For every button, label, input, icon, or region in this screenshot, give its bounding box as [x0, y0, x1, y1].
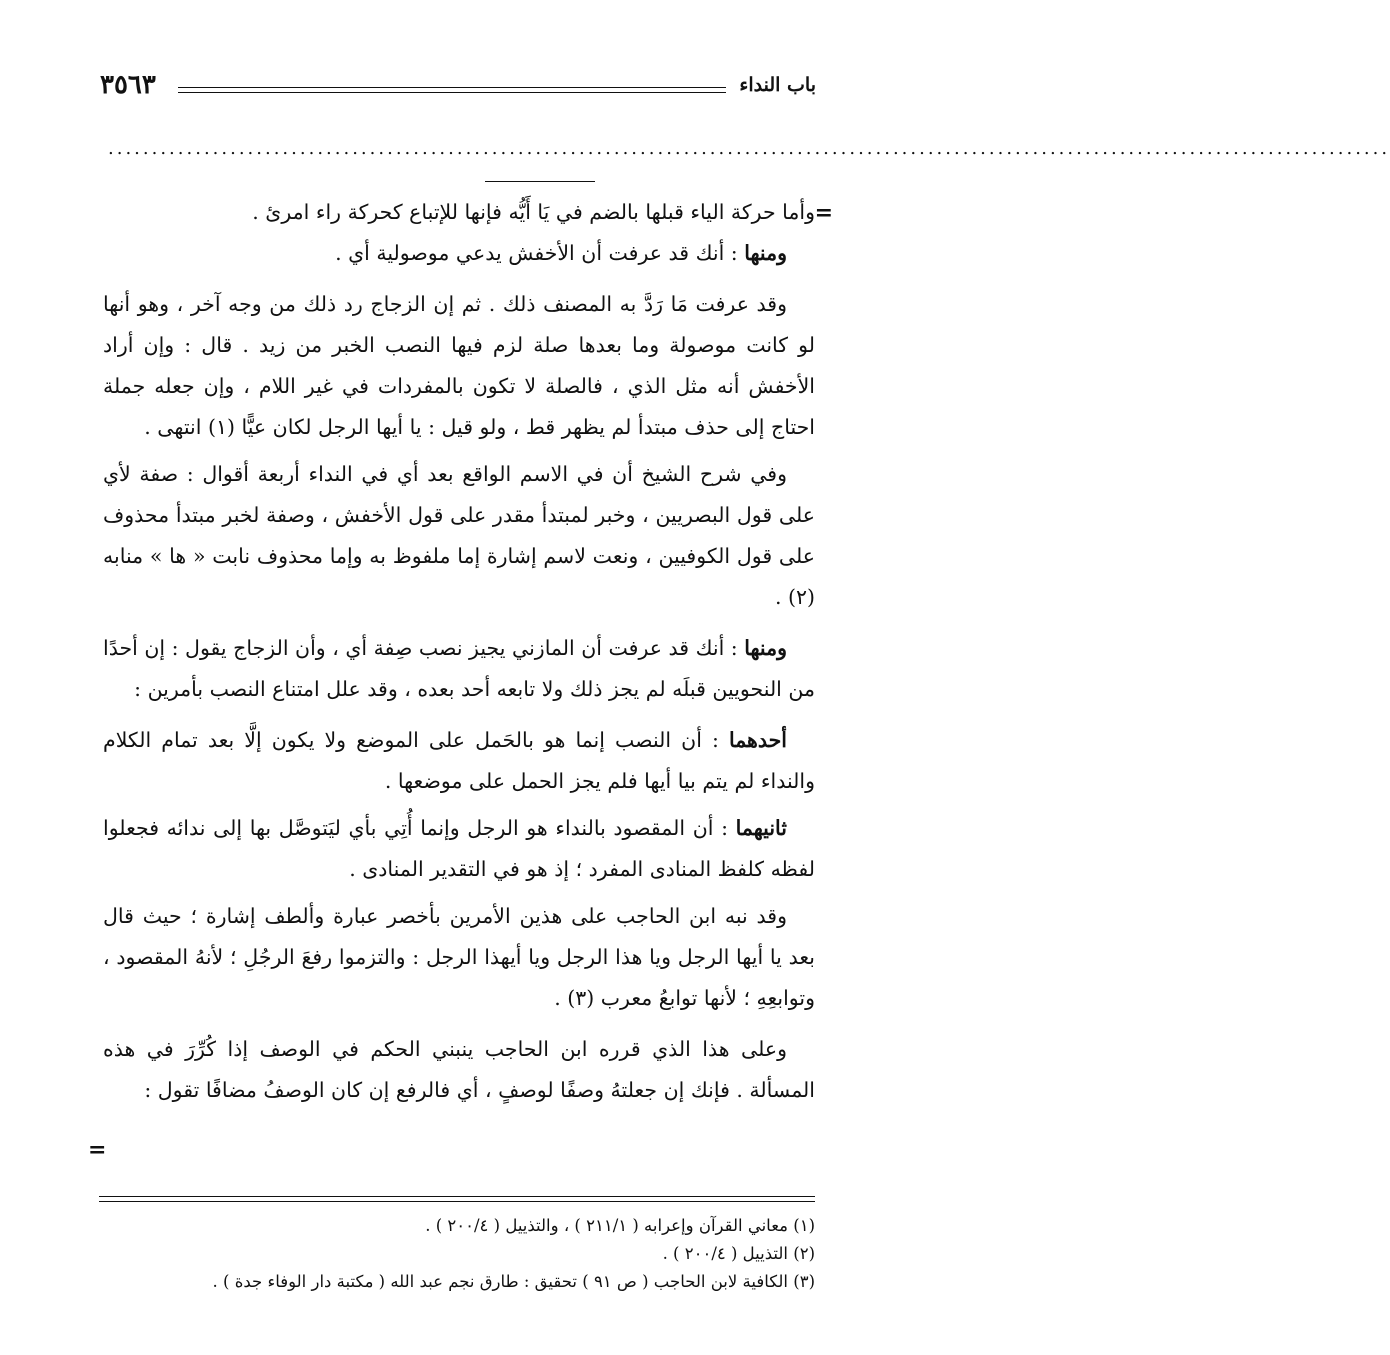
footnotes: [103, 1212, 815, 1296]
paragraph: [103, 192, 815, 233]
paragraph: [103, 1029, 815, 1111]
main-text: [103, 192, 815, 1111]
page-number: ٣٥٦٣: [100, 70, 156, 100]
paragraph: [103, 284, 815, 448]
paragraph-text: وأما حركة الياء قبلها بالضم في يَا أَيُّه فإنها للإتباع كحركة راء امرئ .: [252, 200, 815, 224]
footnote: (٣) الكافية لابن الحاجب ( ص ٩١ ) تحقيق : طارق نجم عبد الله ( مكتبة دار الوفاء جدة ) .: [212, 1272, 815, 1291]
chapter-title: باب النداء: [739, 74, 816, 96]
paragraph: [103, 808, 815, 890]
paragraph-lead: ومنها: [744, 241, 787, 265]
footnote-separator-2: [99, 1201, 815, 1202]
paragraph-text: : أن المقصود بالنداء هو الرجل وإنما أُتِي بأي ليَتوصَّل بها إلى ندائه فجعلوا لفظه كلفظ المنادى المفرد ؛ إذ هو في التقدير المنادى .: [103, 816, 815, 881]
footnote: (١) معاني القرآن وإعرابه ( ٢١١/١ ) ، والتذييل ( ٢٠٠/٤ ) .: [425, 1216, 815, 1235]
paragraph-text: : أنك قد عرفت أن الأخفش يدعي موصولية أي .: [335, 241, 745, 265]
footnote: (٢) التذييل ( ٢٠٠/٤ ) .: [662, 1244, 815, 1263]
paragraph-lead: ثانيهما: [735, 816, 787, 840]
dotted-separator: ...................................................................................................................................................: [108, 138, 1390, 159]
paragraph: [103, 628, 815, 710]
paragraph: [103, 454, 815, 618]
paragraph: [103, 233, 815, 274]
header-rule: [178, 87, 726, 88]
paragraph-lead: أحدهما: [728, 728, 787, 752]
paragraph-text: : أن النصب إنما هو بالحَمل على الموضع ولا يكون إلَّا بعد تمام الكلام والنداء لم يتم بيا أيها فلم يجز الحمل على موضعها .: [103, 728, 815, 793]
continuation-mark-bottom: =: [88, 1137, 107, 1163]
continuation-mark-top: =: [814, 200, 833, 226]
paragraph-lead: ومنها: [744, 636, 787, 660]
paragraph-text: وقد نبه ابن الحاجب على هذين الأمرين بأخصر عبارة وألطف إشارة ؛ حيث قال بعد يا أيها الرجل ويا هذا الرجل ويا أيهذا الرجل : والتزموا رفعَ الرجُلِ ؛ لأنهُ المقصود ، وتوابعِهِ ؛ لأنها توابعُ معرب (٣) .: [103, 904, 815, 1010]
header-rule-2: [178, 92, 726, 93]
footnote-separator: [99, 1196, 815, 1197]
paragraph-text: وعلى هذا الذي قرره ابن الحاجب ينبني الحكم في الوصف إذا كُرِّرَ في هذه المسألة . فإنك إن جعلتهُ وصفًا لوصفٍ ، أي فالرفع إن كان الوصفُ مضافًا تقول :: [103, 1037, 815, 1102]
paragraph-text: وفي شرح الشيخ أن في الاسم الواقع بعد أي في النداء أربعة أقوال : صفة لأي على قول البصريين ، وخبر لمبتدأ مقدر على قول الأخفش ، وصفة لخبر مبتدأ محذوف على قول الكوفيين ، ونعت لاسم إشارة إما ملفوظ به وإما محذوف نابت « ها » منابه (٢) .: [103, 462, 815, 609]
paragraph-text: وقد عرفت مَا رَدَّ به المصنف ذلك . ثم إن الزجاج رد ذلك من وجه آخر ، وهو أنها لو كانت موصولة وما بعدها صلة لزم فيها النصب الخبر من زيد . قال : وإن أراد الأخفش أنه مثل الذي ، فالصلة لا تكون بالمفردات في غير اللام ، وإن جعله جملة احتاج إلى حذف مبتدأ لم يظهر قط ، ولو قيل : يا أيها الرجل لكان عيًّا (١) انتهى .: [103, 292, 815, 439]
short-rule: [485, 181, 595, 182]
paragraph-text: : أنك قد عرفت أن المازني يجيز نصب صِفة أي ، وأن الزجاج يقول : إن أحدًا من النحويين قبلَه لم يجز ذلك ولا تابعه أحد بعده ، وقد علل امتناع النصب بأمرين :: [103, 636, 815, 701]
paragraph: [103, 720, 815, 802]
paragraph: [103, 896, 815, 1019]
running-header: [100, 70, 816, 104]
